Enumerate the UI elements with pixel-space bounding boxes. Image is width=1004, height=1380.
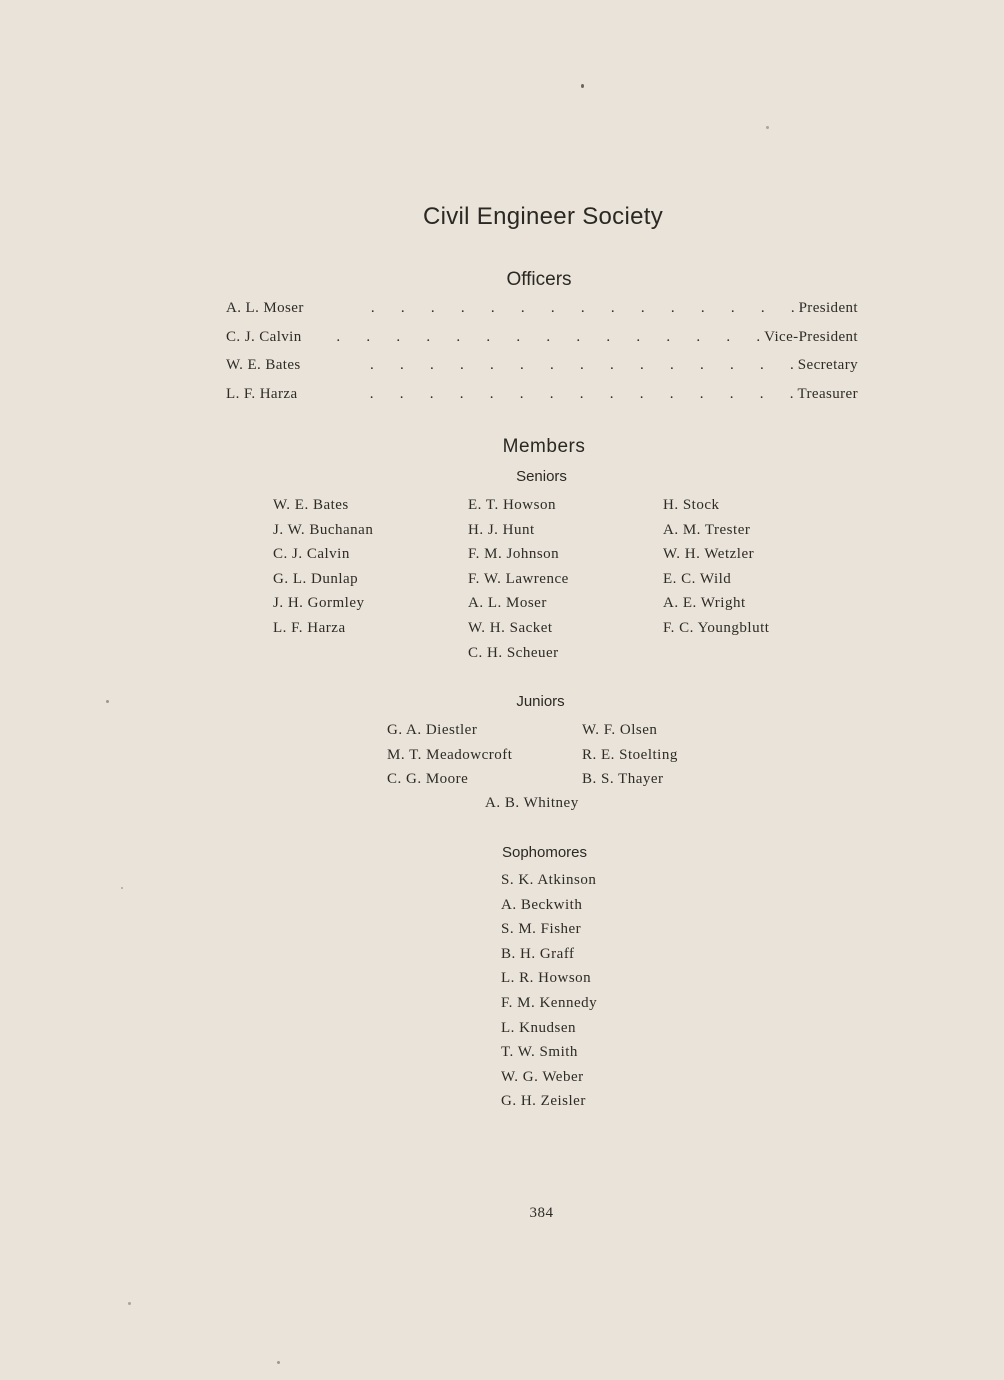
seniors-column-1 bbox=[273, 497, 373, 645]
page-number: 384 bbox=[529, 1205, 554, 1221]
sophomores-heading: Sophomores bbox=[501, 844, 588, 861]
member-name: W. F. Olsen bbox=[582, 722, 658, 738]
officer-role: President bbox=[798, 300, 858, 316]
officer-name: W. E. Bates bbox=[226, 357, 301, 373]
member-name: J. H. Gormley bbox=[273, 595, 365, 612]
member-name: B. H. Graff bbox=[501, 945, 575, 962]
officer-role: Secretary bbox=[797, 357, 858, 373]
member-name: S. K. Atkinson bbox=[501, 872, 597, 888]
member-name: C. G. Moore bbox=[387, 771, 469, 788]
dot-leader bbox=[310, 300, 795, 317]
member-name: H. Stock bbox=[663, 497, 720, 513]
juniors-column-2 bbox=[582, 722, 678, 796]
members-heading: Members bbox=[502, 436, 586, 457]
member-name: A. M. Trester bbox=[663, 521, 751, 538]
member-name: F. M. Kennedy bbox=[501, 994, 598, 1011]
member-name: H. J. Hunt bbox=[468, 521, 535, 538]
member-name: G. A. Diestler bbox=[387, 722, 478, 738]
member-name: T. W. Smith bbox=[501, 1044, 578, 1061]
member-name: A. E. Wright bbox=[663, 595, 746, 612]
officer-name: A. L. Moser bbox=[226, 300, 304, 316]
member-name: M. T. Meadowcroft bbox=[387, 746, 513, 763]
paper-speck bbox=[128, 1302, 131, 1305]
officers-list bbox=[226, 300, 858, 414]
member-name: E. T. Howson bbox=[468, 497, 556, 513]
paper-speck bbox=[581, 84, 584, 88]
paper-speck bbox=[121, 887, 123, 889]
member-name: A. Beckwith bbox=[501, 896, 583, 913]
member-name: C. H. Scheuer bbox=[468, 644, 559, 661]
member-name: E. C. Wild bbox=[663, 570, 732, 587]
member-name: C. J. Calvin bbox=[273, 546, 350, 563]
officer-name: C. J. Calvin bbox=[226, 328, 302, 345]
officer-row bbox=[226, 300, 858, 329]
officer-row bbox=[226, 386, 858, 415]
juniors-heading: Juniors bbox=[516, 693, 565, 710]
seniors-column-3 bbox=[663, 497, 769, 645]
juniors-column-1 bbox=[387, 722, 512, 796]
officers-heading: Officers bbox=[506, 269, 572, 290]
member-name: B. S. Thayer bbox=[582, 771, 664, 788]
dot-leader bbox=[308, 329, 761, 346]
officer-name: L. F. Harza bbox=[226, 385, 298, 402]
member-name: W. E. Bates bbox=[273, 497, 349, 513]
paper-speck bbox=[277, 1361, 280, 1364]
member-name: S. M. Fisher bbox=[501, 921, 582, 938]
officer-role: Vice-President bbox=[764, 328, 858, 345]
dot-leader bbox=[304, 386, 794, 403]
member-name: G. L. Dunlap bbox=[273, 570, 359, 587]
member-name: W. H. Sacket bbox=[468, 619, 553, 636]
member-name: F. M. Johnson bbox=[468, 546, 560, 563]
member-name: G. H. Zeisler bbox=[501, 1093, 586, 1110]
officer-row bbox=[226, 329, 858, 358]
seniors-heading: Seniors bbox=[516, 468, 567, 485]
sophomores-column bbox=[501, 872, 597, 1118]
officer-row bbox=[226, 357, 858, 386]
member-name: W. H. Wetzler bbox=[663, 546, 755, 563]
member-name: A. L. Moser bbox=[468, 595, 547, 612]
dot-leader bbox=[307, 357, 794, 374]
member-name: J. W. Buchanan bbox=[273, 521, 374, 538]
seniors-column-2 bbox=[468, 497, 569, 669]
officer-role: Treasurer bbox=[797, 385, 858, 402]
member-name: A. B. Whitney bbox=[485, 795, 579, 811]
member-name: F. C. Youngblutt bbox=[663, 619, 770, 636]
member-name: L. F. Harza bbox=[273, 619, 346, 636]
member-name: F. W. Lawrence bbox=[468, 570, 569, 587]
member-name: W. G. Weber bbox=[501, 1068, 584, 1085]
paper-speck bbox=[766, 126, 769, 129]
member-name: L. Knudsen bbox=[501, 1019, 576, 1036]
member-name: R. E. Stoelting bbox=[582, 746, 678, 763]
member-name: L. R. Howson bbox=[501, 970, 592, 987]
page-title: Civil Engineer Society bbox=[422, 203, 664, 230]
